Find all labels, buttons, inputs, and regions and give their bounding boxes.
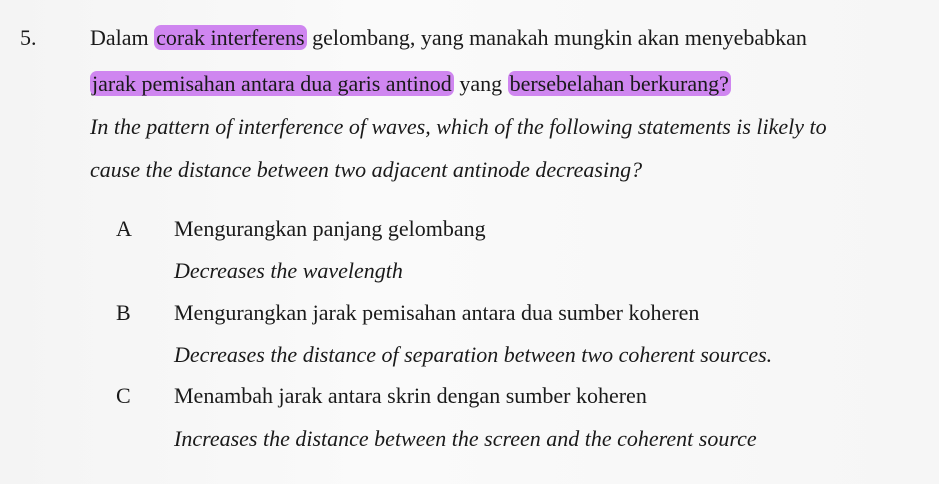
question-malay-line-2	[90, 70, 731, 98]
highlight-corak-interferens: corak interferens	[156, 25, 305, 50]
question-malay-line-1-post: gelombang, yang manakah mungkin akan menyebabkan	[306, 25, 807, 50]
option-a-english: Decreases the wavelength	[174, 258, 403, 283]
option-a-malay: Mengurangkan panjang gelombang	[174, 216, 486, 241]
question-malay-line-1-pre: Dalam	[90, 25, 155, 50]
question-english-line-2: cause the distance between two adjacent antinode decreasing?	[90, 157, 643, 182]
highlight-jarak-pemisahan: jarak pemisahan antara dua garis antinod	[92, 71, 452, 96]
option-a-letter: A	[116, 216, 132, 241]
option-b-english: Decreases the distance of separation between two coherent sources.	[174, 342, 773, 367]
option-b-letter: B	[116, 300, 131, 325]
question-malay-line-1	[90, 24, 807, 52]
question-english-line-1: In the pattern of interference of waves, which of the following statements is likely to	[90, 114, 827, 139]
highlight-bersebelahan-berkurang: bersebelahan berkurang?	[509, 71, 729, 96]
option-c-malay: Menambah jarak antara skrin dengan sumber koheren	[174, 383, 647, 408]
option-c-english: Increases the distance between the screen and the coherent source	[174, 426, 757, 451]
question-number: 5.	[20, 25, 37, 50]
question-malay-line-2-mid: yang	[453, 71, 508, 96]
option-b-malay: Mengurangkan jarak pemisahan antara dua sumber koheren	[174, 300, 700, 325]
option-c-letter: C	[116, 383, 131, 408]
